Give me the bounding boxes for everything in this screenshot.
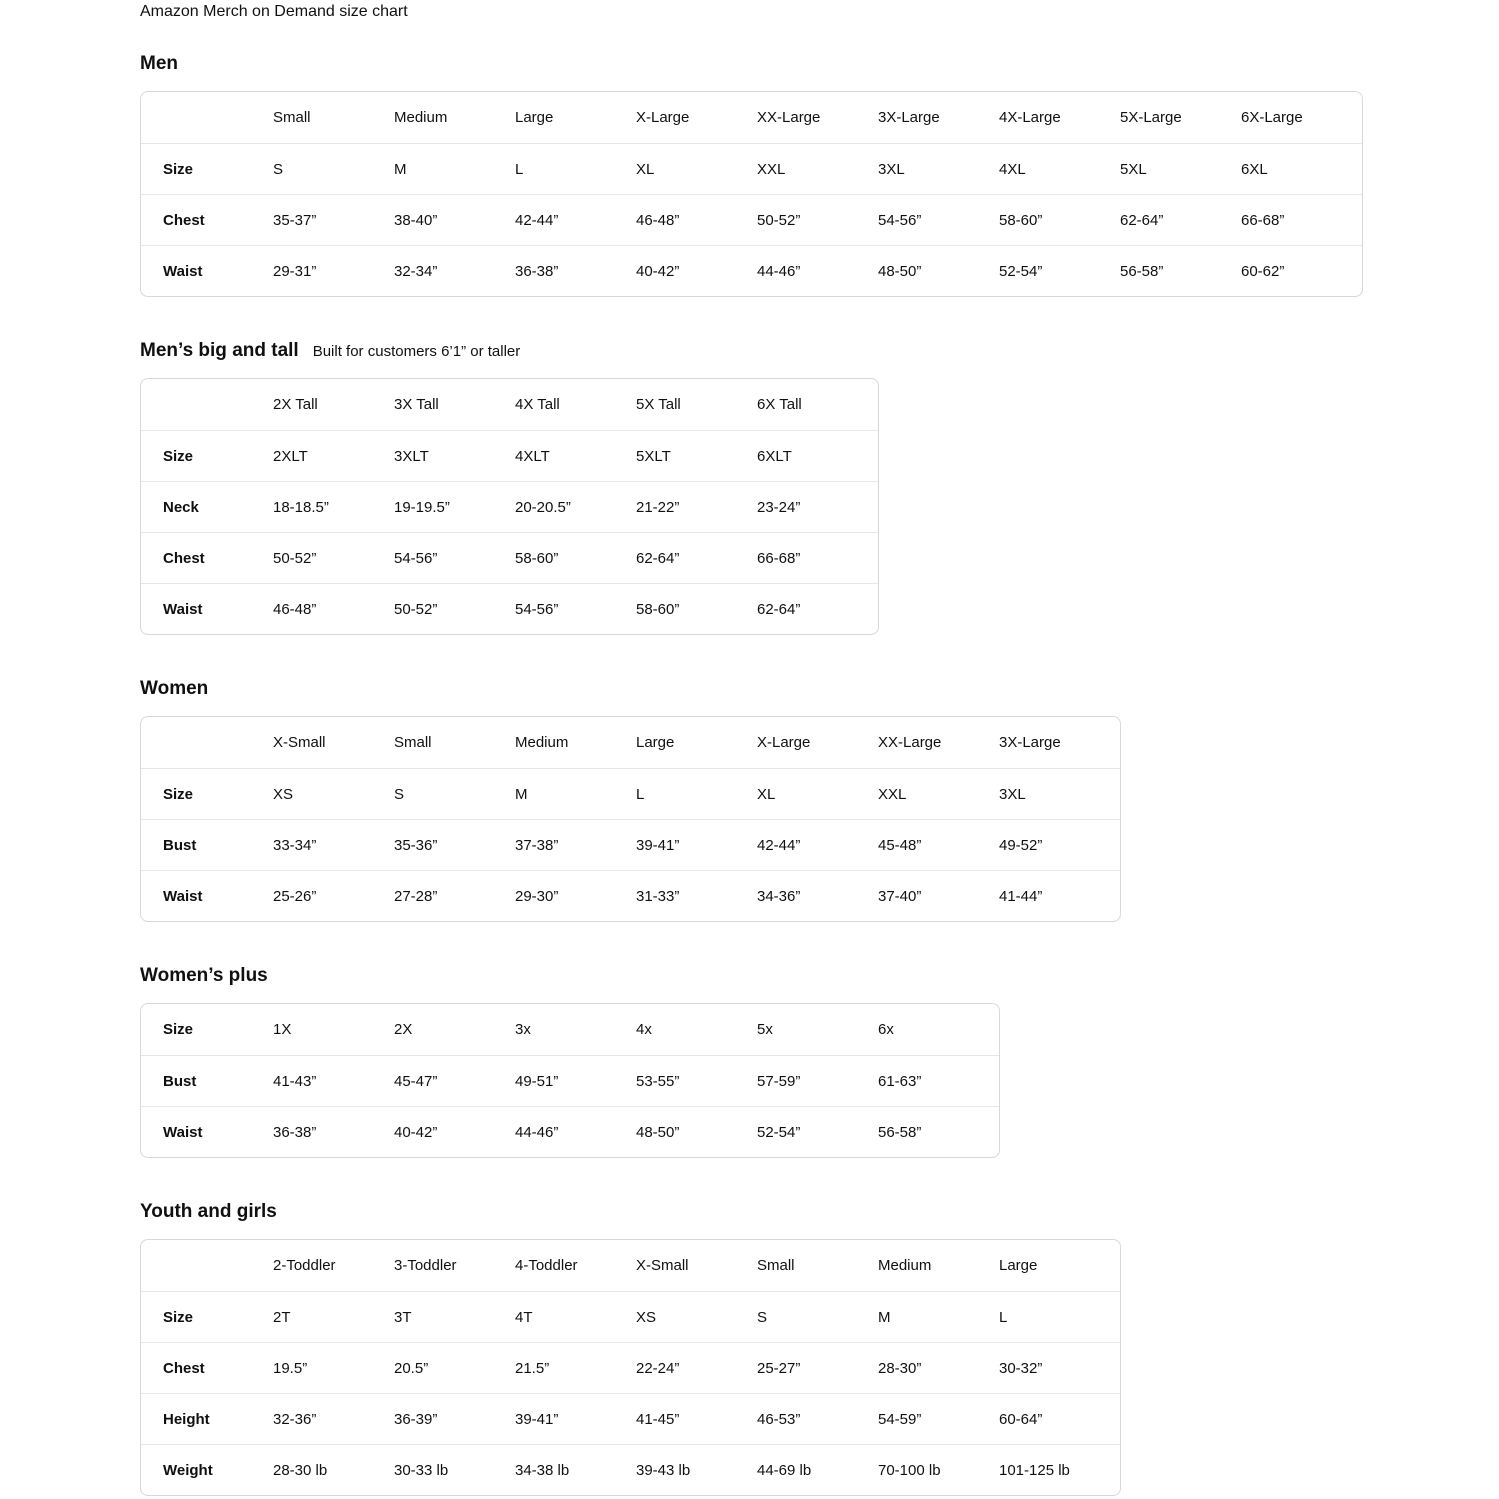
row-label: Waist: [141, 245, 273, 296]
column-header: 4X-Large: [999, 109, 1061, 126]
table-cell: 49-51”: [515, 1055, 636, 1106]
size-table: [140, 91, 1363, 297]
table-cell: 3XL: [878, 143, 999, 194]
section-men: [140, 52, 1499, 297]
table-cell: 50-52”: [273, 532, 394, 583]
section-heading-womens-plus: Women’s plus: [140, 965, 268, 986]
row-label: Size: [141, 1291, 273, 1342]
table-header-row: [141, 92, 1362, 143]
row-label: Size: [163, 1021, 194, 1038]
page-title: Amazon Merch on Demand size chart: [140, 3, 408, 20]
column-header: 2X Tall: [273, 396, 318, 413]
table-cell: 2T: [273, 1291, 394, 1342]
column-header: Medium: [515, 734, 569, 751]
column-header: Small: [757, 1257, 795, 1274]
row-label: Chest: [141, 1342, 273, 1393]
table-cell: 32-34”: [394, 245, 515, 296]
table-cell: 60-64”: [999, 1393, 1120, 1444]
table-cell: 28-30”: [878, 1342, 999, 1393]
table-cell: 54-56”: [878, 194, 999, 245]
row-label: Bust: [141, 1055, 273, 1106]
table-cell: S: [273, 143, 394, 194]
column-header: 6X-Large: [1241, 109, 1303, 126]
row-label: Waist: [141, 870, 273, 921]
table-cell: 4x: [636, 1021, 652, 1038]
column-header: 5X Tall: [636, 396, 681, 413]
table-row: [141, 1291, 1120, 1342]
row-label: Height: [141, 1393, 273, 1444]
table-cell: L: [636, 768, 757, 819]
table-cell: 50-52”: [757, 194, 878, 245]
table-cell: M: [515, 768, 636, 819]
table-row: [141, 1342, 1120, 1393]
table-cell: 29-30”: [515, 870, 636, 921]
table-row: [141, 768, 1120, 819]
table-row: [141, 245, 1362, 296]
column-header: X-Large: [757, 734, 811, 751]
row-label: Size: [141, 430, 273, 481]
section-heading-mens-big-and-tall: Men’s big and tall: [140, 340, 299, 361]
table-cell: 46-48”: [273, 583, 394, 634]
table-row: [141, 583, 878, 634]
section-heading-women: Women: [140, 678, 209, 699]
corner-cell: [141, 92, 273, 143]
youth-and-girls-size-table: [140, 1239, 1499, 1496]
table-cell: 41-45”: [636, 1393, 757, 1444]
table-cell: 3T: [394, 1291, 515, 1342]
table-cell: 22-24”: [636, 1342, 757, 1393]
mens-big-and-tall-size-table: [140, 378, 1499, 635]
section-women: [140, 677, 1499, 922]
table-cell: 34-38 lb: [515, 1444, 636, 1495]
section-subtitle-mens-big-and-tall: Built for customers 6’1” or taller: [312, 343, 521, 360]
table-cell: 31-33”: [636, 870, 757, 921]
table-cell: 41-44”: [999, 870, 1120, 921]
table-cell: 36-38”: [515, 245, 636, 296]
row-label: Neck: [141, 481, 273, 532]
table-cell: 46-53”: [757, 1393, 878, 1444]
table-cell: 5XL: [1120, 143, 1241, 194]
table-cell: 44-46”: [515, 1106, 636, 1157]
column-header: 5X-Large: [1120, 109, 1182, 126]
table-cell: 45-47”: [394, 1055, 515, 1106]
table-cell: 45-48”: [878, 819, 999, 870]
table-cell: 3XL: [999, 768, 1120, 819]
section-youth-and-girls: [140, 1200, 1499, 1496]
heading-row-mens-big-and-tall: [140, 339, 1499, 362]
table-cell: 37-38”: [515, 819, 636, 870]
table-cell: 20.5”: [394, 1342, 515, 1393]
table-cell: 2XLT: [273, 430, 394, 481]
table-cell: 5XLT: [636, 430, 757, 481]
table-cell: 56-58”: [1120, 245, 1241, 296]
table-row: [141, 532, 878, 583]
table-cell: 29-31”: [273, 245, 394, 296]
corner-cell: [141, 379, 273, 430]
table-row: [141, 819, 1120, 870]
table-cell: S: [394, 768, 515, 819]
table-row: [141, 870, 1120, 921]
table-cell: 3x: [515, 1021, 531, 1038]
table-cell: 6x: [878, 1021, 894, 1038]
men-size-table: [140, 91, 1499, 297]
table-row: [141, 481, 878, 532]
table-cell: 52-54”: [999, 245, 1120, 296]
table-row: [141, 1106, 999, 1157]
table-cell: 19.5”: [273, 1342, 394, 1393]
size-table: [140, 716, 1121, 922]
table-cell: 2X: [394, 1021, 413, 1038]
table-cell: 42-44”: [757, 819, 878, 870]
table-cell: 21.5”: [515, 1342, 636, 1393]
table-row: [141, 1444, 1120, 1495]
section-mens-big-and-tall: [140, 339, 1499, 635]
table-cell: 48-50”: [878, 245, 999, 296]
table-row: [141, 143, 1362, 194]
table-cell: 48-50”: [636, 1106, 757, 1157]
table-cell: 44-46”: [757, 245, 878, 296]
table-cell: 6XL: [1241, 143, 1362, 194]
table-row: [141, 194, 1362, 245]
table-cell: 39-43 lb: [636, 1444, 757, 1495]
table-cell: L: [999, 1291, 1120, 1342]
table-cell: 62-64”: [636, 532, 757, 583]
table-cell: 25-26”: [273, 870, 394, 921]
column-header: Large: [515, 109, 554, 126]
table-cell: 18-18.5”: [273, 481, 394, 532]
table-cell: XL: [757, 768, 878, 819]
table-cell: 101-125 lb: [999, 1444, 1120, 1495]
corner-cell: [141, 1240, 273, 1291]
table-cell: 41-43”: [273, 1055, 394, 1106]
table-cell: 61-63”: [878, 1055, 999, 1106]
table-cell: 53-55”: [636, 1055, 757, 1106]
table-cell: 25-27”: [757, 1342, 878, 1393]
table-cell: 62-64”: [1120, 194, 1241, 245]
column-header: X-Large: [636, 109, 690, 126]
table-cell: 30-32”: [999, 1342, 1120, 1393]
table-cell: 49-52”: [999, 819, 1120, 870]
table-cell: 70-100 lb: [878, 1444, 999, 1495]
table-cell: 58-60”: [999, 194, 1120, 245]
column-header: X-Small: [636, 1257, 689, 1274]
column-header: 3X-Large: [878, 109, 940, 126]
table-cell: 50-52”: [394, 583, 515, 634]
table-cell: 19-19.5”: [394, 481, 515, 532]
table-cell: XXL: [878, 768, 999, 819]
row-label: Bust: [141, 819, 273, 870]
table-cell: 66-68”: [757, 532, 878, 583]
table-cell: 40-42”: [636, 245, 757, 296]
table-cell: 40-42”: [394, 1106, 515, 1157]
column-header: 6X Tall: [757, 396, 802, 413]
table-cell: 35-37”: [273, 194, 394, 245]
table-header-row: [141, 379, 878, 430]
table-cell: 23-24”: [757, 481, 878, 532]
table-cell: 54-59”: [878, 1393, 999, 1444]
table-cell: 37-40”: [878, 870, 999, 921]
section-heading-men: Men: [140, 53, 178, 74]
table-cell: 32-36”: [273, 1393, 394, 1444]
table-cell: 44-69 lb: [757, 1444, 878, 1495]
table-cell: 39-41”: [515, 1393, 636, 1444]
column-header: Small: [394, 734, 432, 751]
table-cell: 36-39”: [394, 1393, 515, 1444]
column-header: Large: [636, 734, 675, 751]
column-header: X-Small: [273, 734, 326, 751]
table-cell: XS: [636, 1291, 757, 1342]
row-label: Waist: [141, 583, 273, 634]
table-cell: S: [757, 1291, 878, 1342]
womens-plus-size-table: [140, 1003, 1499, 1158]
table-cell: 60-62”: [1241, 245, 1362, 296]
table-header-row: [141, 717, 1120, 768]
table-cell: 39-41”: [636, 819, 757, 870]
column-header: Small: [273, 109, 311, 126]
column-header: 3X Tall: [394, 396, 439, 413]
corner-cell: [141, 717, 273, 768]
section-womens-plus: [140, 964, 1499, 1158]
table-cell: 3XLT: [394, 430, 515, 481]
row-label: Chest: [141, 532, 273, 583]
column-header: Large: [999, 1257, 1038, 1274]
column-header: XX-Large: [878, 734, 942, 751]
table-cell: 54-56”: [515, 583, 636, 634]
column-header: 3-Toddler: [394, 1257, 457, 1274]
column-header: XX-Large: [757, 109, 821, 126]
table-cell: 27-28”: [394, 870, 515, 921]
table-cell: 21-22”: [636, 481, 757, 532]
table-cell: 36-38”: [273, 1106, 394, 1157]
row-label: Size: [141, 768, 273, 819]
table-header-row: [141, 1240, 1120, 1291]
table-cell: 56-58”: [878, 1106, 999, 1157]
table-cell: M: [394, 143, 515, 194]
table-row: [141, 1393, 1120, 1444]
table-cell: 62-64”: [757, 583, 878, 634]
row-label: Size: [141, 143, 273, 194]
table-cell: 38-40”: [394, 194, 515, 245]
table-cell: 5x: [757, 1021, 773, 1038]
table-cell: 66-68”: [1241, 194, 1362, 245]
column-header: 3X-Large: [999, 734, 1061, 751]
table-cell: 57-59”: [757, 1055, 878, 1106]
table-row: [141, 430, 878, 481]
row-label: Chest: [141, 194, 273, 245]
table-cell: XS: [273, 768, 394, 819]
table-cell: 33-34”: [273, 819, 394, 870]
size-table: [140, 1003, 1000, 1158]
column-header: Medium: [394, 109, 448, 126]
table-cell: 20-20.5”: [515, 481, 636, 532]
women-size-table: [140, 716, 1499, 922]
table-cell: M: [878, 1291, 999, 1342]
table-row: [141, 1004, 999, 1055]
table-cell: 4T: [515, 1291, 636, 1342]
table-cell: 54-56”: [394, 532, 515, 583]
column-header: 2-Toddler: [273, 1257, 336, 1274]
table-cell: XXL: [757, 143, 878, 194]
row-label: Weight: [141, 1444, 273, 1495]
table-cell: 52-54”: [757, 1106, 878, 1157]
size-table: [140, 1239, 1121, 1496]
table-cell: 34-36”: [757, 870, 878, 921]
table-row: [141, 1055, 999, 1106]
size-table: [140, 378, 879, 635]
table-cell: 42-44”: [515, 194, 636, 245]
table-cell: 4XLT: [515, 430, 636, 481]
column-header: 4X Tall: [515, 396, 560, 413]
table-cell: 58-60”: [515, 532, 636, 583]
table-cell: XL: [636, 143, 757, 194]
table-cell: 46-48”: [636, 194, 757, 245]
table-cell: L: [515, 143, 636, 194]
column-header: 4-Toddler: [515, 1257, 578, 1274]
table-cell: 30-33 lb: [394, 1444, 515, 1495]
table-cell: 4XL: [999, 143, 1120, 194]
row-label: Waist: [141, 1106, 273, 1157]
table-cell: 28-30 lb: [273, 1444, 394, 1495]
table-cell: 6XLT: [757, 430, 878, 481]
table-cell: 1X: [273, 1021, 292, 1038]
section-heading-youth-and-girls: Youth and girls: [140, 1201, 277, 1222]
table-cell: 58-60”: [636, 583, 757, 634]
column-header: Medium: [878, 1257, 932, 1274]
table-cell: 35-36”: [394, 819, 515, 870]
